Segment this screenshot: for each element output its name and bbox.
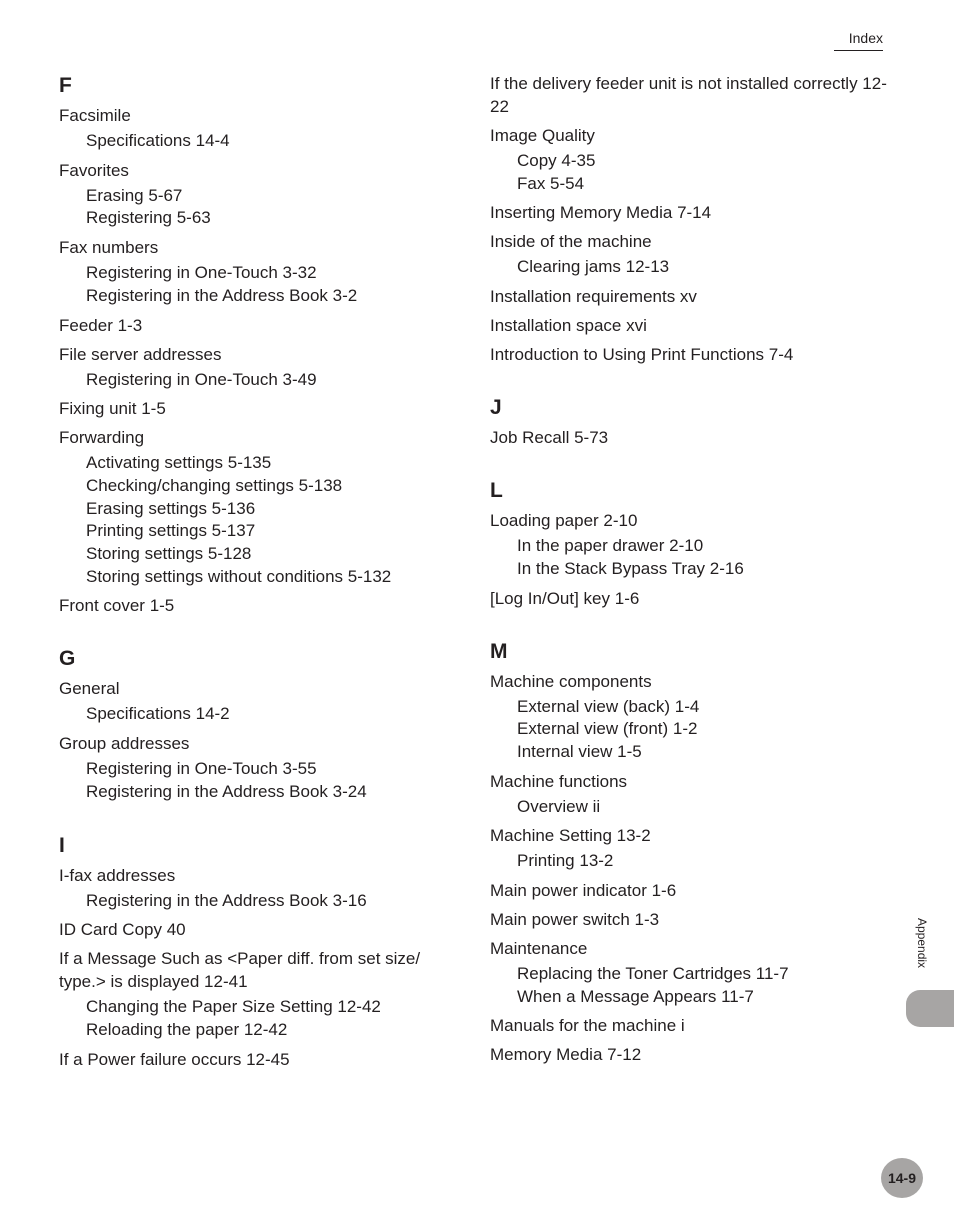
index-letter-heading: I xyxy=(59,833,65,857)
index-entry xyxy=(59,594,459,617)
index-entry-term: File server addresses xyxy=(59,344,222,364)
index-entry-term: Inserting Memory Media 7-14 xyxy=(490,203,712,223)
index-subentry: Erasing settings 5-136 xyxy=(86,498,256,518)
index-entry-term: Introduction to Using Print Functions 7-4 xyxy=(490,345,794,365)
index-subentry: Replacing the Toner Cartridges 11-7 xyxy=(517,964,789,984)
index-entry-term: Maintenance xyxy=(490,939,588,959)
index-entry-term: Feeder 1-3 xyxy=(59,315,143,335)
index-letter-heading: J xyxy=(490,396,502,420)
index-subentry: External view (back) 1-4 xyxy=(517,696,700,716)
index-subentry: In the Stack Bypass Tray 2-16 xyxy=(517,558,744,578)
index-entry xyxy=(490,285,890,308)
index-entry xyxy=(490,670,890,764)
index-subentry: Clearing jams 12-13 xyxy=(517,257,670,277)
index-entry xyxy=(59,343,459,392)
index-entry xyxy=(59,159,459,230)
index-subentry: Reloading the paper 12-42 xyxy=(86,1019,288,1039)
index-entry-term: Machine Setting 13-2 xyxy=(490,826,651,846)
index-entry-term: Machine functions xyxy=(490,771,628,791)
index-entry xyxy=(490,426,890,449)
index-subentry: Registering in the Address Book 3-24 xyxy=(86,781,367,801)
index-entry xyxy=(490,72,890,118)
index-entry-term: Job Recall 5-73 xyxy=(490,428,609,448)
index-entry xyxy=(490,908,890,931)
index-entry xyxy=(59,732,459,803)
index-entry xyxy=(59,918,459,941)
index-entry xyxy=(490,314,890,337)
index-subentry: In the paper drawer 2-10 xyxy=(517,536,704,556)
index-subentry: Printing 13-2 xyxy=(517,851,614,871)
index-entry-term: Image Quality xyxy=(490,126,595,145)
index-subentry: Registering in One-Touch 3-55 xyxy=(86,759,317,779)
index-entry-term: Installation space xvi xyxy=(490,316,647,336)
index-entry-term: Group addresses xyxy=(59,734,190,754)
index-subentry: Activating settings 5-135 xyxy=(86,453,272,473)
index-entry-term: If a Power failure occurs 12-45 xyxy=(59,1049,290,1069)
index-subentry: Printing settings 5-137 xyxy=(86,521,256,541)
index-subentry: Checking/changing settings 5-138 xyxy=(86,475,343,495)
index-entry-term: I-fax addresses xyxy=(59,865,176,885)
index-entry-term: Main power switch 1-3 xyxy=(490,910,660,930)
index-subentry: Registering in One-Touch 3-32 xyxy=(86,263,317,283)
index-letter-heading: G xyxy=(59,647,76,671)
index-entry-term: Forwarding xyxy=(59,428,145,448)
index-entry-term: Installation requirements xv xyxy=(490,287,697,307)
index-letter-heading: M xyxy=(490,639,508,663)
index-entry xyxy=(490,879,890,902)
index-subentry: Internal view 1-5 xyxy=(517,741,642,761)
index-entry xyxy=(59,864,459,913)
index-entry-term: Facsimile xyxy=(59,106,131,125)
index-letter-heading: L xyxy=(490,479,503,503)
index-entry-term: [Log In/Out] key 1-6 xyxy=(490,588,640,608)
index-subentry: Overview ii xyxy=(517,796,601,816)
index-entry xyxy=(490,230,890,279)
index-subentry: External view (front) 1-2 xyxy=(517,719,698,739)
index-entry xyxy=(490,343,890,366)
index-entry xyxy=(490,1043,890,1066)
index-entry-term: Fixing unit 1-5 xyxy=(59,399,166,419)
index-entry xyxy=(59,314,459,337)
index-subentry: When a Message Appears 11-7 xyxy=(517,986,754,1006)
index-entry xyxy=(59,947,459,1041)
index-entry-term: Memory Media 7-12 xyxy=(490,1045,642,1065)
index-entry-term: Machine components xyxy=(490,671,652,691)
index-subentry: Copy 4-35 xyxy=(517,151,596,170)
index-entry xyxy=(59,426,459,588)
index-subentry: Changing the Paper Size Setting 12-42 xyxy=(86,997,381,1017)
index-subentry: Specifications 14-2 xyxy=(86,704,230,724)
page-header-title: Index xyxy=(834,30,883,51)
index-subentry: Registering in One-Touch 3-49 xyxy=(86,369,317,389)
index-subentry: Storing settings 5-128 xyxy=(86,544,252,564)
section-tab xyxy=(906,990,954,1027)
index-entry xyxy=(490,770,890,819)
index-entry-term: Front cover 1-5 xyxy=(59,596,175,616)
index-entry xyxy=(490,201,890,224)
index-entry-term: If the delivery feeder unit is not installed correctly 12-22 xyxy=(490,74,887,116)
index-entry xyxy=(490,824,890,873)
index-entry-term: Manuals for the machine i xyxy=(490,1016,685,1036)
index-subentry: Registering in the Address Book 3-2 xyxy=(86,285,358,305)
section-tab-label: Appendix xyxy=(915,918,929,969)
index-entry-term: General xyxy=(59,679,120,699)
index-subentry: Fax 5-54 xyxy=(517,173,585,193)
index-entry xyxy=(59,397,459,420)
index-entry-term: Main power indicator 1-6 xyxy=(490,881,677,901)
index-subentry: Erasing 5-67 xyxy=(86,185,183,205)
index-letter-heading: F xyxy=(59,74,72,97)
index-subentry: Specifications 14-4 xyxy=(86,131,230,150)
index-entry xyxy=(490,509,890,580)
index-entry xyxy=(490,587,890,610)
index-entry-term: Inside of the machine xyxy=(490,232,652,252)
index-entry xyxy=(59,236,459,307)
index-column-left xyxy=(59,72,459,1071)
index-column-right xyxy=(490,72,890,1066)
index-entry xyxy=(490,124,890,195)
index-subentry: Registering 5-63 xyxy=(86,208,211,228)
index-entry-term: ID Card Copy 40 xyxy=(59,920,186,940)
index-entry-term: Loading paper 2-10 xyxy=(490,511,638,531)
index-entry xyxy=(59,677,459,726)
index-entry xyxy=(59,1048,459,1071)
index-entry xyxy=(490,937,890,1008)
index-entry-term: Fax numbers xyxy=(59,238,159,258)
index-entry xyxy=(490,1014,890,1037)
index-entry-term: If a Message Such as <Paper diff. from set size/ type.> is displayed 12-41 xyxy=(59,949,421,992)
index-subentry: Registering in the Address Book 3-16 xyxy=(86,890,367,910)
index-entry-term: Favorites xyxy=(59,160,129,180)
index-subentry: Storing settings without conditions 5-132 xyxy=(86,566,392,586)
index-entry xyxy=(59,104,459,153)
page-number-badge: 14-9 xyxy=(881,1158,923,1198)
